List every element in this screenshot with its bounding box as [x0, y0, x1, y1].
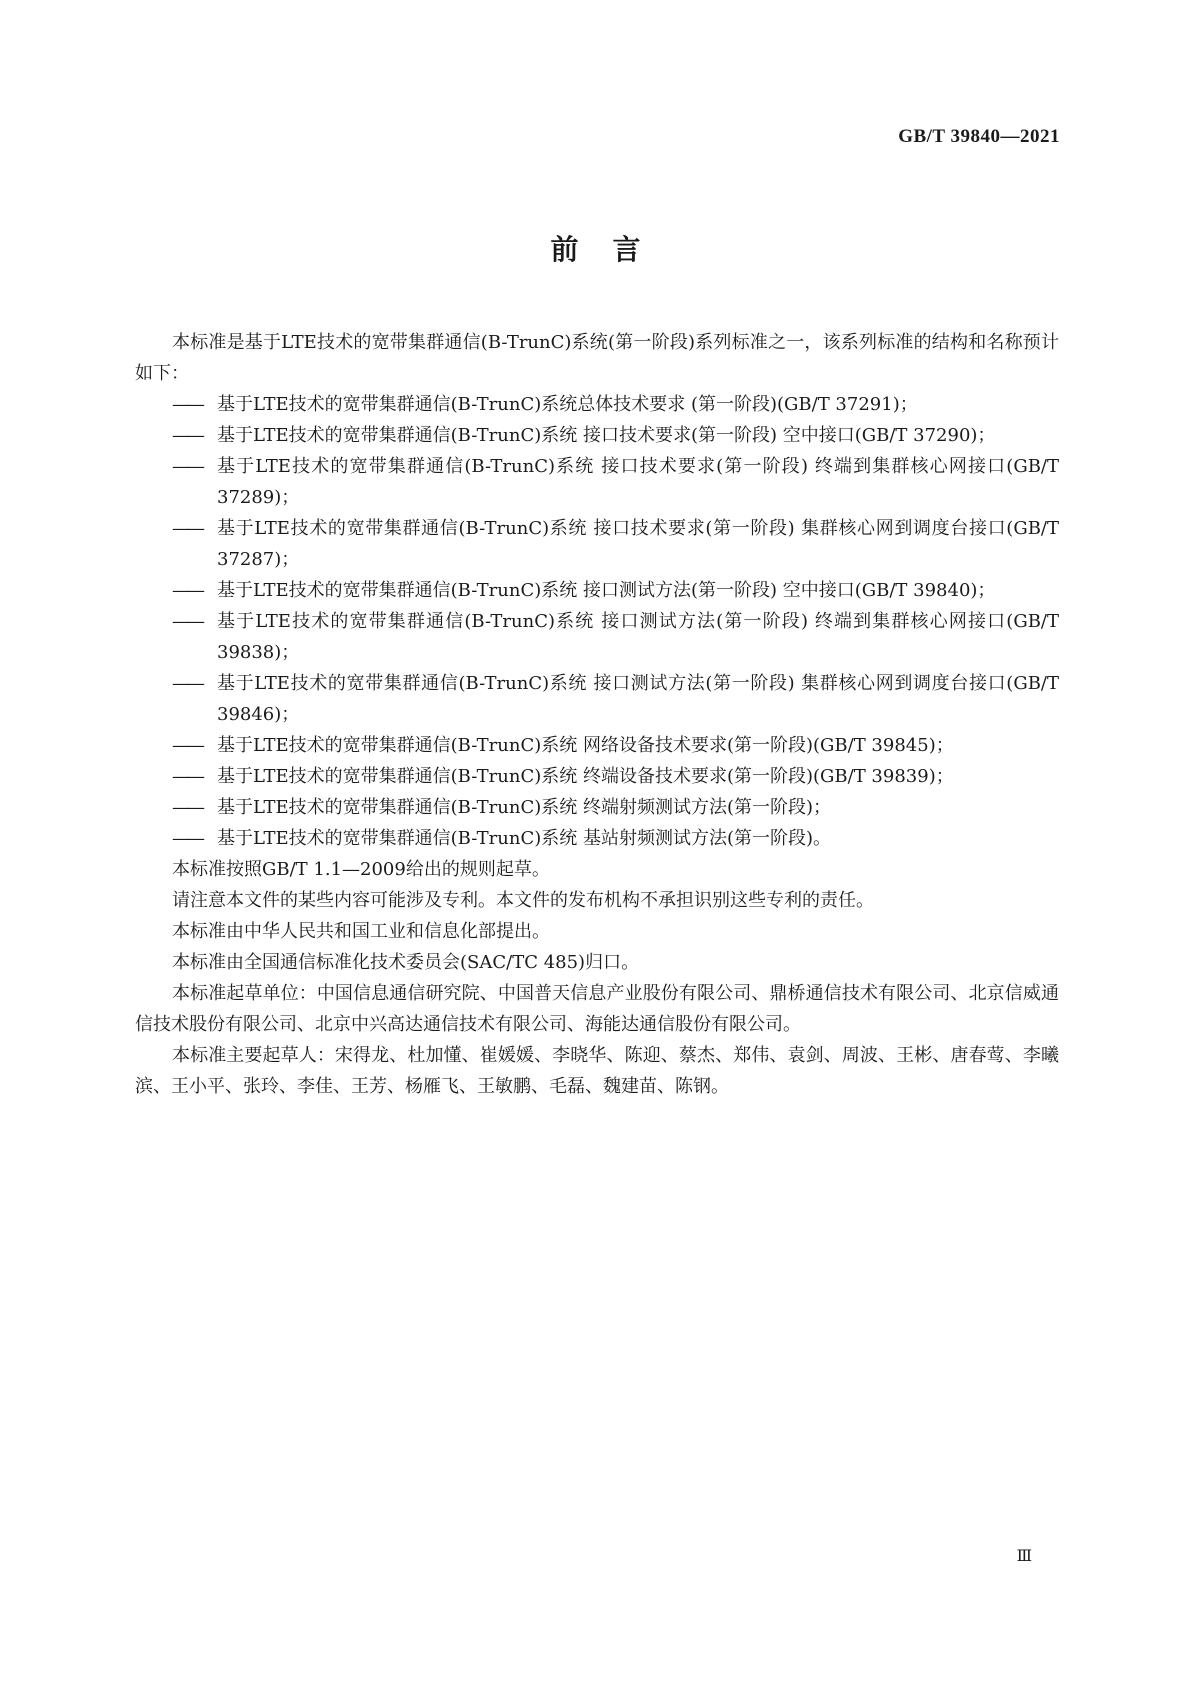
list-item-text: 基于LTE技术的宽带集群通信(B-TrunC)系统 接口技术要求(第一阶段) 终端到集群核心网接口(GB/T 37289)； — [217, 456, 1059, 508]
list-item-text: 基于LTE技术的宽带集群通信(B-TrunC)系统 网络设备技术要求(第一阶段)(GB/T 39845)； — [217, 735, 954, 756]
list-item — [135, 761, 1059, 792]
list-item-text: 基于LTE技术的宽带集群通信(B-TrunC)系统总体技术要求 (第一阶段)(GB/T 37291)； — [217, 394, 918, 415]
list-dash: —— — [172, 425, 202, 446]
foreword-content — [135, 327, 1059, 1102]
series-list — [135, 389, 1059, 854]
drafting-units-paragraph: 本标准起草单位：中国信息通信研究院、中国普天信息产业股份有限公司、鼎桥通信技术有限公司、北京信威通信技术股份有限公司、北京中兴高达通信技术有限公司、海能达通信股份有限公司。 — [135, 983, 1059, 1035]
list-item-text: 基于LTE技术的宽带集群通信(B-TrunC)系统 终端射频测试方法(第一阶段)； — [217, 797, 832, 818]
list-item — [135, 575, 1059, 606]
proposer-paragraph: 本标准由中华人民共和国工业和信息化部提出。 — [172, 921, 550, 942]
list-item-text: 基于LTE技术的宽带集群通信(B-TrunC)系统 接口测试方法(第一阶段) 空中接口(GB/T 39840)； — [217, 580, 996, 601]
list-dash: —— — [172, 766, 202, 787]
list-dash: —— — [172, 580, 202, 601]
list-dash: —— — [172, 673, 202, 694]
list-item-text: 基于LTE技术的宽带集群通信(B-TrunC)系统 终端设备技术要求(第一阶段)(GB/T 39839)； — [217, 766, 954, 787]
list-dash: —— — [172, 394, 202, 415]
list-item-text: 基于LTE技术的宽带集群通信(B-TrunC)系统 基站射频测试方法(第一阶段)。 — [217, 828, 832, 849]
list-item-text: 基于LTE技术的宽带集群通信(B-TrunC)系统 接口测试方法(第一阶段) 集群核心网到调度台接口(GB/T 39846)； — [217, 673, 1059, 725]
list-dash: —— — [172, 797, 202, 818]
list-item — [135, 606, 1059, 668]
committee-paragraph: 本标准由全国通信标准化技术委员会(SAC/TC 485)归口。 — [172, 952, 640, 973]
page-title: 前言 — [550, 233, 675, 266]
list-item-text: 基于LTE技术的宽带集群通信(B-TrunC)系统 接口技术要求(第一阶段) 集群核心网到调度台接口(GB/T 37287)； — [217, 518, 1059, 570]
list-item — [135, 513, 1059, 575]
drafters-paragraph: 本标准主要起草人：宋得龙、杜加懂、崔媛媛、李晓华、陈迎、蔡杰、郑伟、袁剑、周波、王彬、唐春莺、李曦滨、王小平、张玲、李佳、王芳、杨雁飞、王敏鹏、毛磊、魏建苗、陈钢。 — [135, 1045, 1059, 1097]
list-item — [135, 451, 1059, 513]
list-item-text: 基于LTE技术的宽带集群通信(B-TrunC)系统 接口技术要求(第一阶段) 空中接口(GB/T 37290)； — [217, 425, 996, 446]
list-dash: —— — [172, 735, 202, 756]
patent-notice-paragraph: 请注意本文件的某些内容可能涉及专利。本文件的发布机构不承担识别这些专利的责任。 — [172, 890, 874, 911]
page-number: Ⅲ — [1016, 1548, 1032, 1565]
standard-number: GB/T 39840—2021 — [898, 126, 1060, 147]
list-item — [135, 420, 1059, 451]
list-item — [135, 792, 1059, 823]
list-dash: —— — [172, 518, 202, 539]
list-dash: —— — [172, 828, 202, 849]
list-item — [135, 823, 1059, 854]
list-item — [135, 668, 1059, 730]
intro-paragraph: 本标准是基于LTE技术的宽带集群通信(B-TrunC)系统(第一阶段)系列标准之一，该系列标准的结构和名称预计如下： — [135, 332, 1059, 384]
list-dash: —— — [172, 611, 202, 632]
list-item-text: 基于LTE技术的宽带集群通信(B-TrunC)系统 接口测试方法(第一阶段) 终端到集群核心网接口(GB/T 39838)； — [217, 611, 1059, 663]
list-dash: —— — [172, 456, 202, 477]
list-item — [135, 730, 1059, 761]
drafting-rules-paragraph: 本标准按照GB/T 1.1—2009给出的规则起草。 — [172, 859, 550, 880]
list-item — [135, 389, 1059, 420]
